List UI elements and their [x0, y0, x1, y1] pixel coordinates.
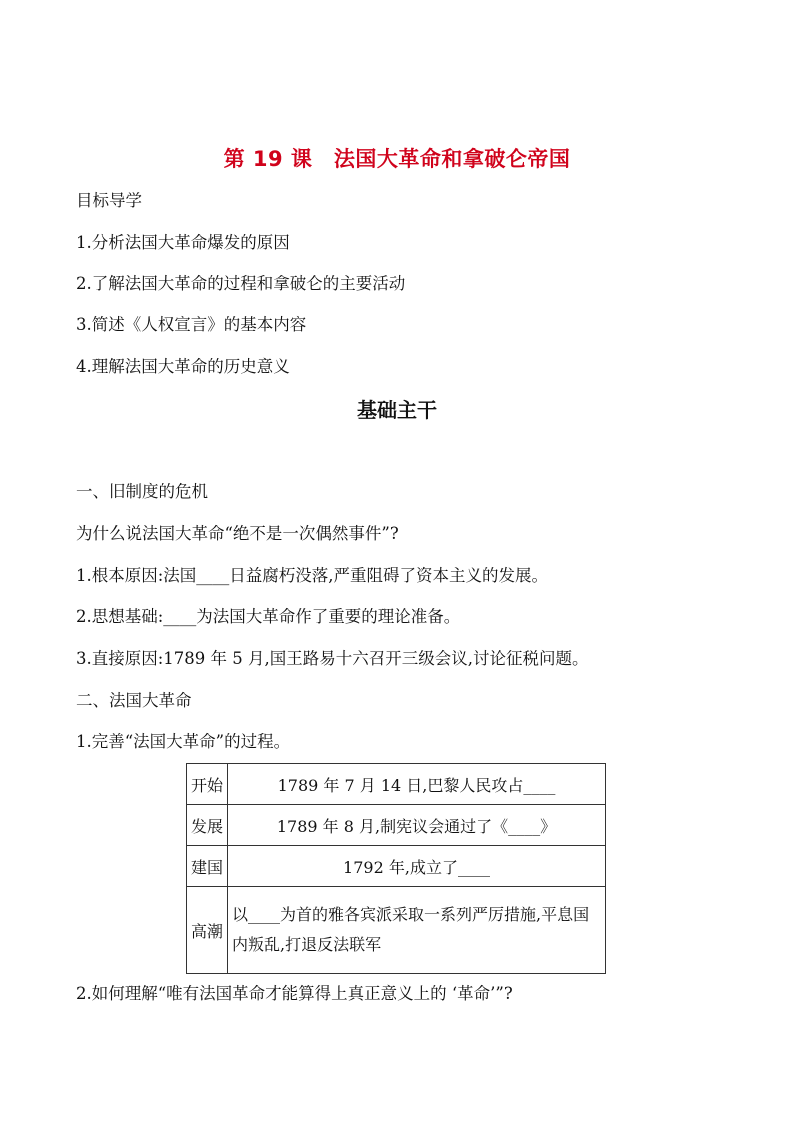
- stage-cell: 开始: [187, 764, 228, 805]
- content-cell: 1789 年 7 月 14 日,巴黎人民攻占____: [228, 764, 606, 805]
- table-row: [187, 764, 606, 805]
- content-cell: 1789 年 8 月,制宪议会通过了《____》: [228, 805, 606, 846]
- content-cell: 以____为首的雅各宾派采取一系列严厉措施,平息国内叛乱,打退反法联军: [228, 887, 606, 974]
- revolution-process-table: [186, 763, 606, 974]
- goal-item: 2.了解法国大革命的过程和拿破仑的主要活动: [76, 274, 406, 293]
- goal-item: 4.理解法国大革命的历史意义: [76, 357, 290, 376]
- stage-cell: 建国: [187, 846, 228, 887]
- part2-question-2: 2.如何理解“唯有法国革命才能算得上真正意义上的 ‘革命’”?: [76, 984, 513, 1003]
- goal-item: 3.简述《人权宣言》的基本内容: [76, 315, 307, 334]
- table-row: [187, 887, 606, 974]
- table-row: [187, 846, 606, 887]
- part1-item: 1.根本原因:法国____日益腐朽没落,严重阻碍了资本主义的发展。: [76, 566, 549, 585]
- content-cell: 1792 年,成立了____: [228, 846, 606, 887]
- stage-cell: 高潮: [187, 887, 228, 974]
- part1-question: 为什么说法国大革命“绝不是一次偶然事件”?: [76, 524, 399, 543]
- stage-cell: 发展: [187, 805, 228, 846]
- goal-item: 1.分析法国大革命爆发的原因: [76, 233, 290, 252]
- goals-heading: 目标导学: [76, 191, 142, 210]
- part1-item: 3.直接原因:1789 年 5 月,国王路易十六召开三级会议,讨论征税问题。: [76, 649, 589, 668]
- lesson-title: 第 19 课 法国大革命和拿破仑帝国: [223, 147, 571, 171]
- section-title: 基础主干: [357, 398, 437, 422]
- part1-item: 2.思想基础:____为法国大革命作了重要的理论准备。: [76, 607, 461, 626]
- table-row: [187, 805, 606, 846]
- part1-heading: 一、旧制度的危机: [76, 482, 208, 501]
- part2-heading: 二、法国大革命: [76, 691, 192, 710]
- part2-question-1: 1.完善“法国大革命”的过程。: [76, 732, 291, 751]
